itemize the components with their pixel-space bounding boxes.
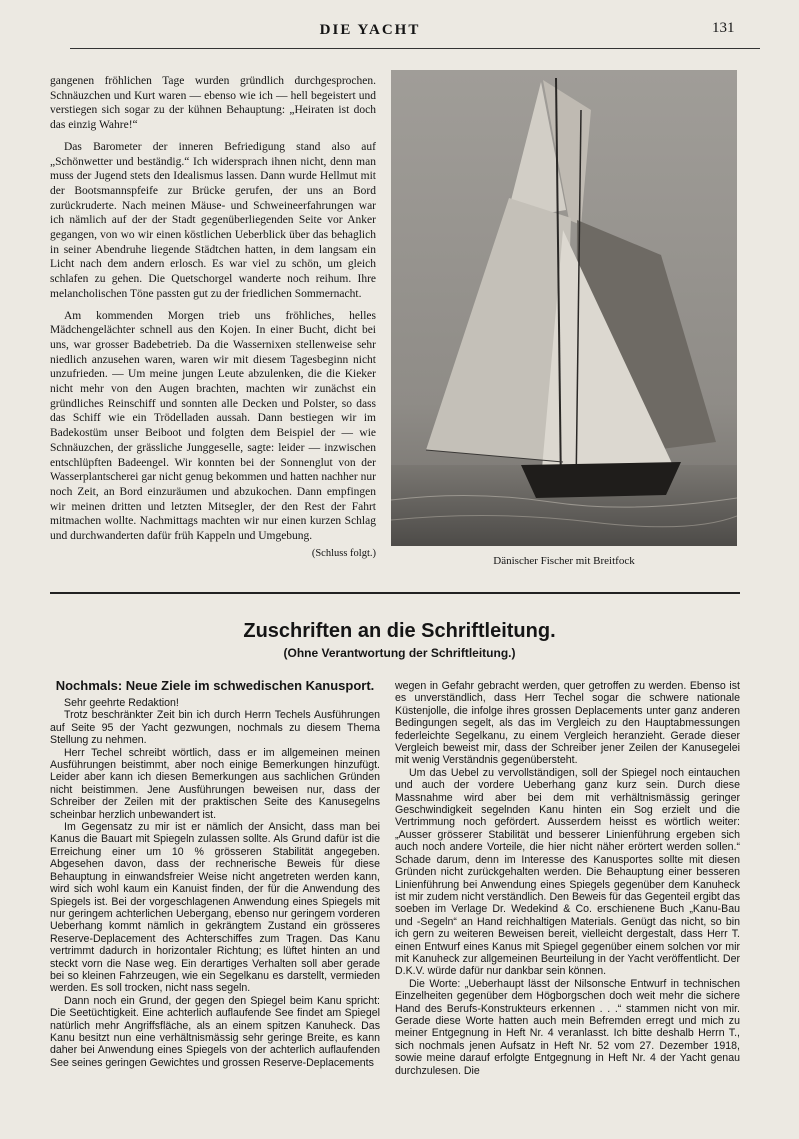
letter-paragraph: Die Worte: „Ueberhaupt lässt der Nilsonsche Entwurf in technischen Einzelheiten gegenüber dem Högborgschen doch weit mehr die sichere Hand des Berufs-Konstrukteurs erkennen . . .“ stammen nicht von mir. Gerade diese Worte hatten auch mein Befremden erregt und mich zu meiner Entgegnung in Heft Nr. 4 veranlasst. Ich bitte deshalb Herrn T., sich nochmals jenen Aufsatz in Heft Nr. 52 vom 27. Dezember 1918, sowie meine darauf erfolgte Entgegnung in Heft Nr. 4 der Yacht genau durchzulesen. Die [395, 977, 740, 1077]
section-divider [50, 592, 740, 594]
running-header-title: DIE YACHT [319, 22, 421, 38]
letter-paragraph: Sehr geehrte Redaktion! [64, 697, 179, 709]
story-paragraph: Das Barometer der inneren Befriedigung stand also auf „Schönwetter und beständig.“ Ich widersprach ihnen nicht, denn man muss der Jugend stets den Idealismus lassen. Dann wurde Hellmut mit der Bootsmannspfeife zur Brücke gerufen, der uns an Bord zurückruderte. Nach meinen Mäuse- und Schweineerfahrungen war ich nämlich auf der der Stadt gegenüberliegenden Seite vor Anker gegangen, von wo wir einen köstlichen Ueberblick über das behaglich in seiner Abendruhe liegende Städtchen hatten, in dem langsam ein Licht nach dem andern erlosch. Es war viel zu schön, um gleich schlafen zu gehen. Die Quetschorgel wanderte noch reihum. Ihre melancholischen Töne passten gut zu der friedlichen Sommernacht. [50, 140, 376, 300]
photo-caption: Dänischer Fischer mit Breitfock [493, 555, 635, 567]
sailboat-photo [391, 70, 737, 546]
letter-paragraph: wegen in Gefahr gebracht werden, quer getroffen zu werden. Ebenso ist es unverständlich, dass Herr Techel sogar die schwere nationale Küstenjolle, die infolge ihres grossen Deplacements unter ganz anderen Bedingungen segelt, als das im Vergleich zu den Hauptabmessungen federleichte Segelkanu, zu einem Vergleich heranzieht. Gerade dieser Vergleich beweist mir, dass der Schreiber jener Zeilen der Kanusegelei mit wenig Verständnis gegenübersteht. [395, 680, 740, 767]
letter-paragraph: Im Gegensatz zu mir ist er nämlich der Ansicht, dass man bei Kanus die Bauart mit Spiegeln zulassen sollte. Als Grund dafür ist die Erreichung einer um 10 % grösseren Stabilität angegeben. Abgesehen davon, dass der rechnerische Beweis für diese Behauptung in einwandsfreier Weise nicht angetreten werden kann, wird sich wohl kaum ein Kanuist finden, der für die Anwendung des Spiegels ist. Bei der vorgeschlagenen Anwendung eines Spiegels mit nur geringem achterlichen Uebergang, ebenso nur geringem vorderen Ueberhang kommt nämlich in gekrängtem Zustand ein grösseres Reserve-Deplacement des Achterschiffes zum Tragen. Das Kanu vertrimmt dadurch in horizontaler Richtung; es lüftet hinten an und steckt vorn die Nase weg. Ein derartiges Verhalten soll aber gerade bei so kleinen Fahrzeugen, wie ein Segelkanu es darstellt, vermieden werden. Es soll trocken, nicht nass segeln. [50, 821, 380, 995]
letter-heading: Nochmals: Neue Ziele im schwedischen Kanusport. [55, 678, 375, 693]
letter-column-right [395, 680, 740, 1077]
story-paragraph: gangenen fröhlichen Tage wurden gründlich durchgesprochen. Schnäuzchen und Kurt waren — ebenso wie ich — hell begeistert und verstiegen sich sogar zu der kühnen Behauptung: „Heiraten ist doch das einzig Wahre!“ [50, 75, 376, 132]
page-number: 131 [712, 20, 735, 36]
story-continuation [50, 74, 376, 562]
letter-paragraph: Herr Techel schreibt wörtlich, dass er im allgemeinen meinen Ausführungen beistimmt, aber noch einige Bemerkungen hinzufügt. Leider aber kann ich diesen Bemerkungen aus sachlichen Gründen nicht beistimmen. Jene Ausführungen beweisen nur, dass der Schreiber der Zeilen mit der praktischen Seite des Kanusegelns scheinbar herzlich unbewandert ist. [50, 746, 380, 821]
letter-paragraph: Dann noch ein Grund, der gegen den Spiegel beim Kanu spricht: Die Seetüchtigkeit. Eine achterlich auflaufende See findet am Spiegel natürlich mehr Angriffsfläche, als an einem spitzen Kanuheck. Das Kanu besitzt nun eine verhältnismässig sehr geringe Breite, es kann daher bei Anwendung eines Spiegels von der achterlich auflaufenden See seines geringen Gewichtes und grossen Reserve-Deplacements [50, 994, 380, 1069]
section-title: Zuschriften an die Schriftleitung. [243, 620, 556, 642]
header-rule [70, 48, 760, 49]
section-subtitle: (Ohne Verantwortung der Schriftleitung.) [283, 646, 516, 660]
letter-column-left [50, 697, 380, 1069]
letter-paragraph: Trotz beschränkter Zeit bin ich durch Herrn Techels Ausführungen auf Seite 95 der Yacht gezwungen, nochmals zu diesem Thema Stellung zu nehmen. [50, 709, 380, 747]
letter-paragraph: Um das Uebel zu vervollständigen, soll der Spiegel noch eintauchen und auch der vordere Ueberhang ganz kurz sein. Durch diese Massnahme wird aber bei dem mit verhältnismässig geringer Geschwindigkeit segelnden Kanu hinten ein Sog erzielt und die Vertrimmung noch gefördert. Ausserdem heisst es wörtlich weiter: „Ausser grösserer Stabilität und besserer Linienführung ergeben sich auch noch andere Vorteile, die hier nicht näher erörtert werden sollen.“ Schade darum, denn im Interesse des Kanusportes sollte mit diesen Gründen nicht zurückgehalten werden. Die Behauptung einer besseren Linienführung bei Anwendung eines Spiegels gegenüber dem Kanuheck ist mir zudem nicht verständlich. Den Beweis für das Gegenteil ergibt das soeben im Verlage Dr. Wedekind & Co. erschienene Buch „Kanu-Bau und -Segeln“ an Hand reichhaltigen Materials. Genügt das nicht, so bin ich gern zu weiteren Beweisen bereit, vielleicht dergestalt, dass Herr T. einen Entwurf eines Kanus mit Spiegel gegenüber einem solchen vor mir mit Kanuheck zur allgemeinen Beurteilung in der Yacht veröffentlicht. Der D.K.V. würde dafür nur dankbar sein können. [395, 766, 740, 978]
sailboat-illustration [391, 70, 737, 546]
story-paragraph: Am kommenden Morgen trieb uns fröhliches, helles Mädchengelächter schnell aus den Kojen. In einer Bucht, dicht bei uns, war grosser Badebetrieb. Da die Wassernixen stellenweise sehr niedlich anzusehen waren, waren wir mit diesem Tagesbeginn nicht unzufrieden. — Um meine jungen Leute abzulenken, die die Kieker nicht mehr von den Augen brachten, machten wir zunächst ein gründliches Reinschiff und sonnten alle Decken und Polster, so dass das Schiff wie ein Trödelladen aussah. Dann bestiegen wir im Badekostüm unser Beiboot und folgten dem Beispiel der — wie Schnäuzchen, der grässliche Junggeselle, sagte: leider — inzwischen entschlüpften Badeengel. Wir konnten bei der Sonnenglut von der Wasserplantscherei gar nicht genug bekommen und hatten nachher nur noch Zeit, an Bord einzuräumen und abzukochen. Dann empfingen wir meinen dritten und letzten Mitsegler, der den Rest der Fahrt mitmachen wollte. Nachmittags machten wir nur einen kurzen Schlag und durchwanderten dafür früh Kappeln und Umgebung. [50, 309, 376, 543]
continued-note: (Schluss folgt.) [311, 547, 376, 559]
hull [521, 462, 681, 498]
